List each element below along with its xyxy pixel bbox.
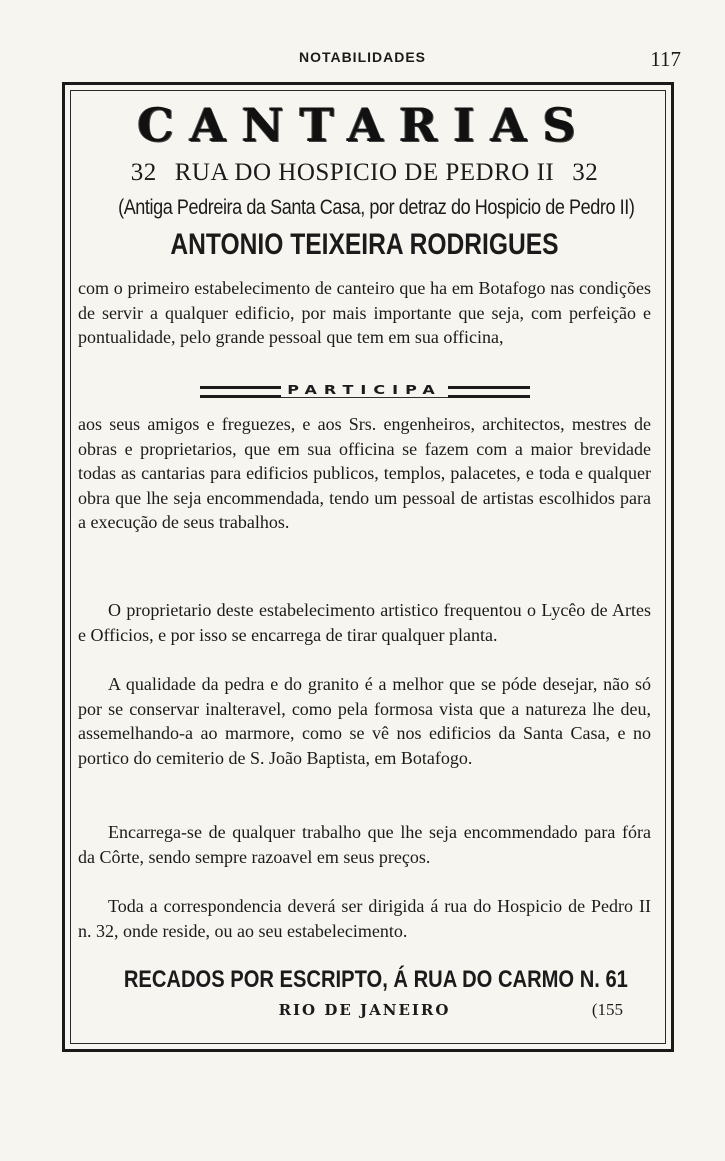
paragraph-outside-work: Encarrega-se de qualquer trabalho que lhe seja encommendado para fóra da Côrte, sendo sempre razoavel em seus preços.: [78, 822, 651, 867]
paragraph-intro: com o primeiro estabelecimento de canteiro que ha em Botafogo nas condições de servir a qualquer edificio, por mais importante que seja, com perfeição e pontualidade, pelo grande pessoal que tem em sua officina,: [78, 278, 651, 348]
address-number-left: 32: [130, 159, 157, 186]
paragraph-correspondence: Toda a correspondencia deverá ser dirigida á rua do Hospicio de Pedro II n. 32, onde reside, ou ao seu estabelecimento.: [78, 896, 651, 941]
paragraph-quality: A qualidade da pedra e do granito é a melhor que se póde desejar, não só por se conservar inalteravel, como pela formosa vista que a natureza lhe deu, assemelhando-a ao marmore, como se vê nos edificios da Santa Casa, e no portico do cemiterio de S. João Baptista, em Botafogo.: [78, 674, 651, 768]
paragraph-proprietor: O proprietario deste estabelecimento artistico frequentou o Lycêo de Artes e Officios, e por isso se encarrega de tirar qualquer planta.: [78, 600, 651, 645]
owner-name: ANTONIO TEIXEIRA RODRIGUES: [170, 228, 559, 261]
city-name: RIO DE JANEIRO: [278, 1001, 451, 1019]
advertisement: [78, 94, 651, 1044]
address-number-right: 32: [572, 159, 599, 186]
running-title: NOTABILIDADES: [298, 49, 427, 65]
address-line: [78, 159, 651, 187]
page-number: 117: [650, 47, 681, 71]
masthead-title: CANTARIAS: [137, 98, 592, 152]
paragraph-services: aos seus amigos e freguezes, e aos Srs. engenheiros, architectos, mestres de obras e proprietarios, que em sua officina se fazem com a maior brevidade todas as cantarias para edificios publicos, templos, palacetes, e toda e qualquer obra que lhe seja encommendada, tendo um pessoal de artistas escolhidos para a execução de seus trabalhos.: [78, 414, 651, 533]
participa-text: PARTICIPA: [281, 382, 447, 397]
address-street: RUA DO HOSPICIO DE PEDRO II: [174, 159, 555, 186]
participa-heading: [78, 382, 651, 397]
footer-address: RECADOS POR ESCRIPTO, Á RUA DO CARMO N. 61: [123, 966, 628, 993]
location-note: (Antiga Pedreira da Santa Casa, por detraz do Hospicio de Pedro II): [118, 196, 635, 219]
ad-number: (155: [591, 1000, 623, 1019]
running-head: [0, 49, 725, 71]
footer-row: [78, 1001, 651, 1023]
